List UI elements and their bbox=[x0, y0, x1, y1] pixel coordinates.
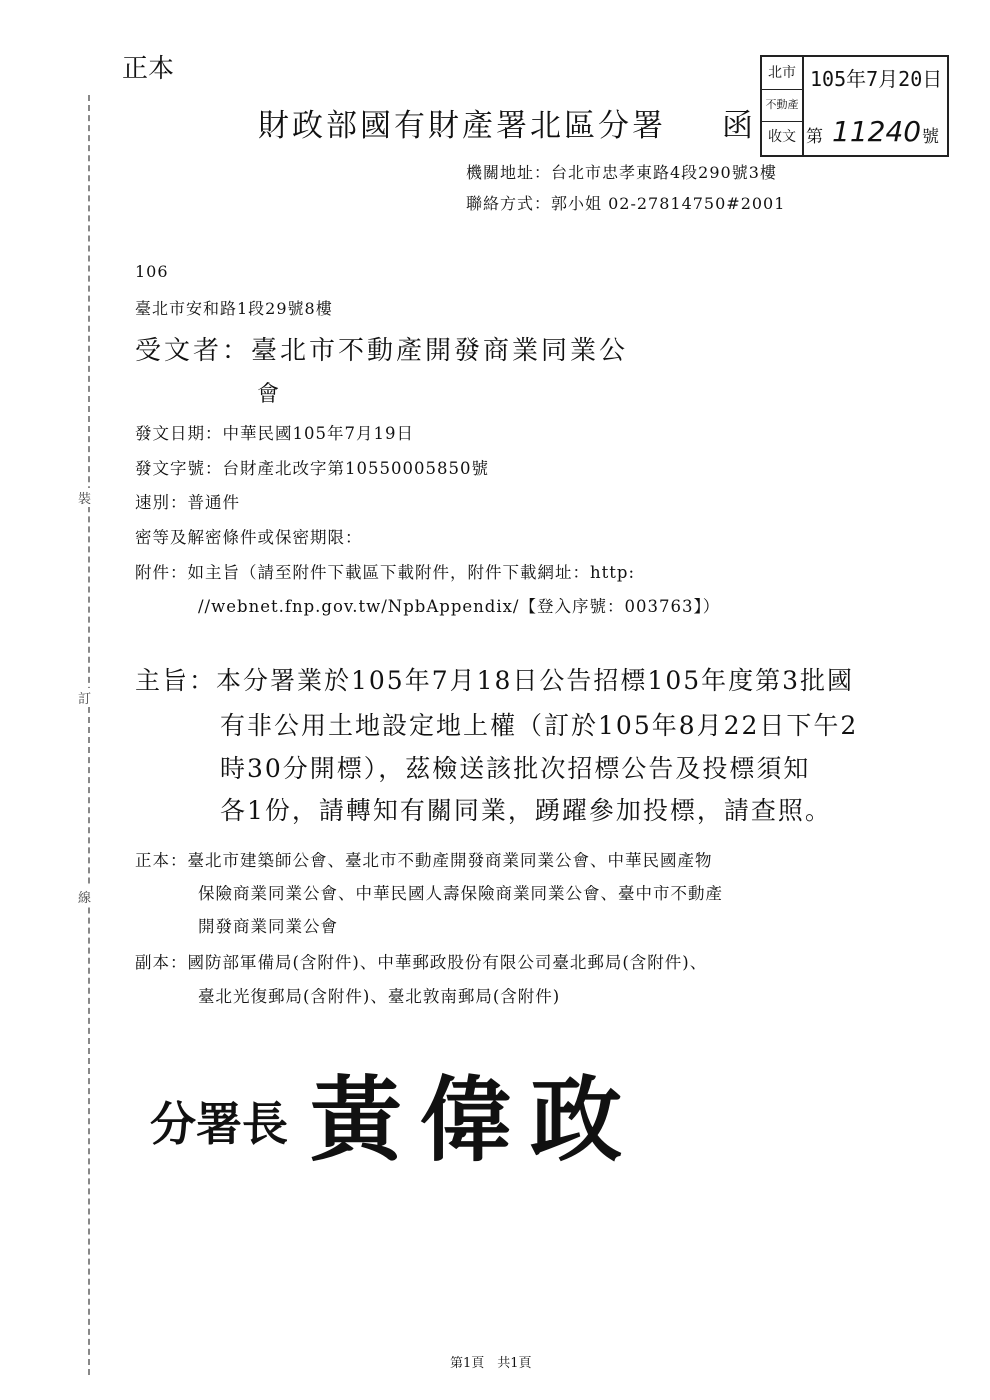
signature-title: 分署長 bbox=[150, 1097, 288, 1151]
stamp-number-prefix: 第 bbox=[806, 127, 823, 147]
binding-line bbox=[88, 95, 90, 1375]
recipient-name-cont: 會 bbox=[257, 382, 280, 407]
original-recipients-2: 保險商業同業公會、中華民國人壽保險商業同業公會、臺中市不動產 bbox=[198, 884, 723, 903]
signature-name: 黃偉政 bbox=[310, 1068, 641, 1168]
attachment-line-2: //webnet.fnp.gov.tw/NpbAppendix/【登入序號：003763】） bbox=[198, 597, 721, 616]
agency-address: 機關地址：台北市忠孝東路4段290號3樓 bbox=[466, 163, 777, 182]
page-title: 財政部國有財產署北區分署 bbox=[258, 108, 666, 144]
recipient-postal-code: 106 bbox=[135, 262, 169, 281]
document-number: 發文字號：台財產北改字第10550005850號 bbox=[135, 459, 489, 478]
stamp-label-bottom: 收文 bbox=[762, 121, 804, 155]
subject-line-2: 有非公用土地設定地上權（訂於105年8月22日下午2 bbox=[220, 711, 859, 740]
issue-date: 發文日期：中華民國105年7月19日 bbox=[135, 424, 414, 443]
binding-mark-line: 線 bbox=[78, 887, 91, 906]
signature-seal-graphic bbox=[150, 1068, 710, 1168]
original-recipients-1: 正本：臺北市建築師公會、臺北市不動產開發商業同業公會、中華民國產物 bbox=[135, 851, 713, 870]
copy-mark: 正本 bbox=[122, 54, 175, 84]
recipient-address: 臺北市安和路1段29號8樓 bbox=[135, 299, 333, 318]
stamp-label-mid: 不動產 bbox=[762, 89, 804, 122]
subject-line-4: 各1份，請轉知有關同業，踴躍參加投標，請查照。 bbox=[220, 796, 832, 825]
binding-mark-bind: 裝 bbox=[78, 488, 91, 507]
delivery-speed: 速別：普通件 bbox=[135, 493, 240, 512]
copy-recipients-1: 副本：國防部軍備局(含附件)、中華郵政股份有限公司臺北郵局(含附件)、 bbox=[135, 953, 708, 972]
binding-mark-staple: 訂 bbox=[78, 688, 91, 707]
document-type: 函 bbox=[722, 108, 753, 144]
stamp-label-top: 北市 bbox=[762, 57, 804, 90]
original-recipients-3: 開發商業同業公會 bbox=[198, 917, 338, 936]
stamp-number-suffix: 號 bbox=[922, 127, 939, 147]
stamp-number: 11240 bbox=[832, 115, 922, 148]
stamp-date: 105年7月20日 bbox=[810, 67, 943, 91]
attachment-line-1: 附件：如主旨（請至附件下載區下載附件，附件下載網址：http: bbox=[135, 563, 636, 582]
page-footer: 第1頁 共1頁 bbox=[450, 1356, 532, 1371]
subject-line-1: 主旨：本分署業於105年7月18日公告招標105年度第3批國 bbox=[135, 666, 855, 695]
recipient-name: 受文者：臺北市不動產開發商業同業公 bbox=[135, 336, 629, 366]
receipt-stamp bbox=[760, 55, 949, 157]
copy-recipients-2: 臺北光復郵局(含附件)、臺北敦南郵局(含附件) bbox=[198, 987, 561, 1006]
subject-line-3: 時30分開標），茲檢送該批次招標公告及投標須知 bbox=[220, 754, 811, 783]
signature-seal bbox=[150, 1068, 710, 1172]
secrecy-level: 密等及解密條件或保密期限： bbox=[135, 528, 363, 547]
agency-contact: 聯絡方式：郭小姐 02-27814750#2001 bbox=[466, 194, 786, 213]
